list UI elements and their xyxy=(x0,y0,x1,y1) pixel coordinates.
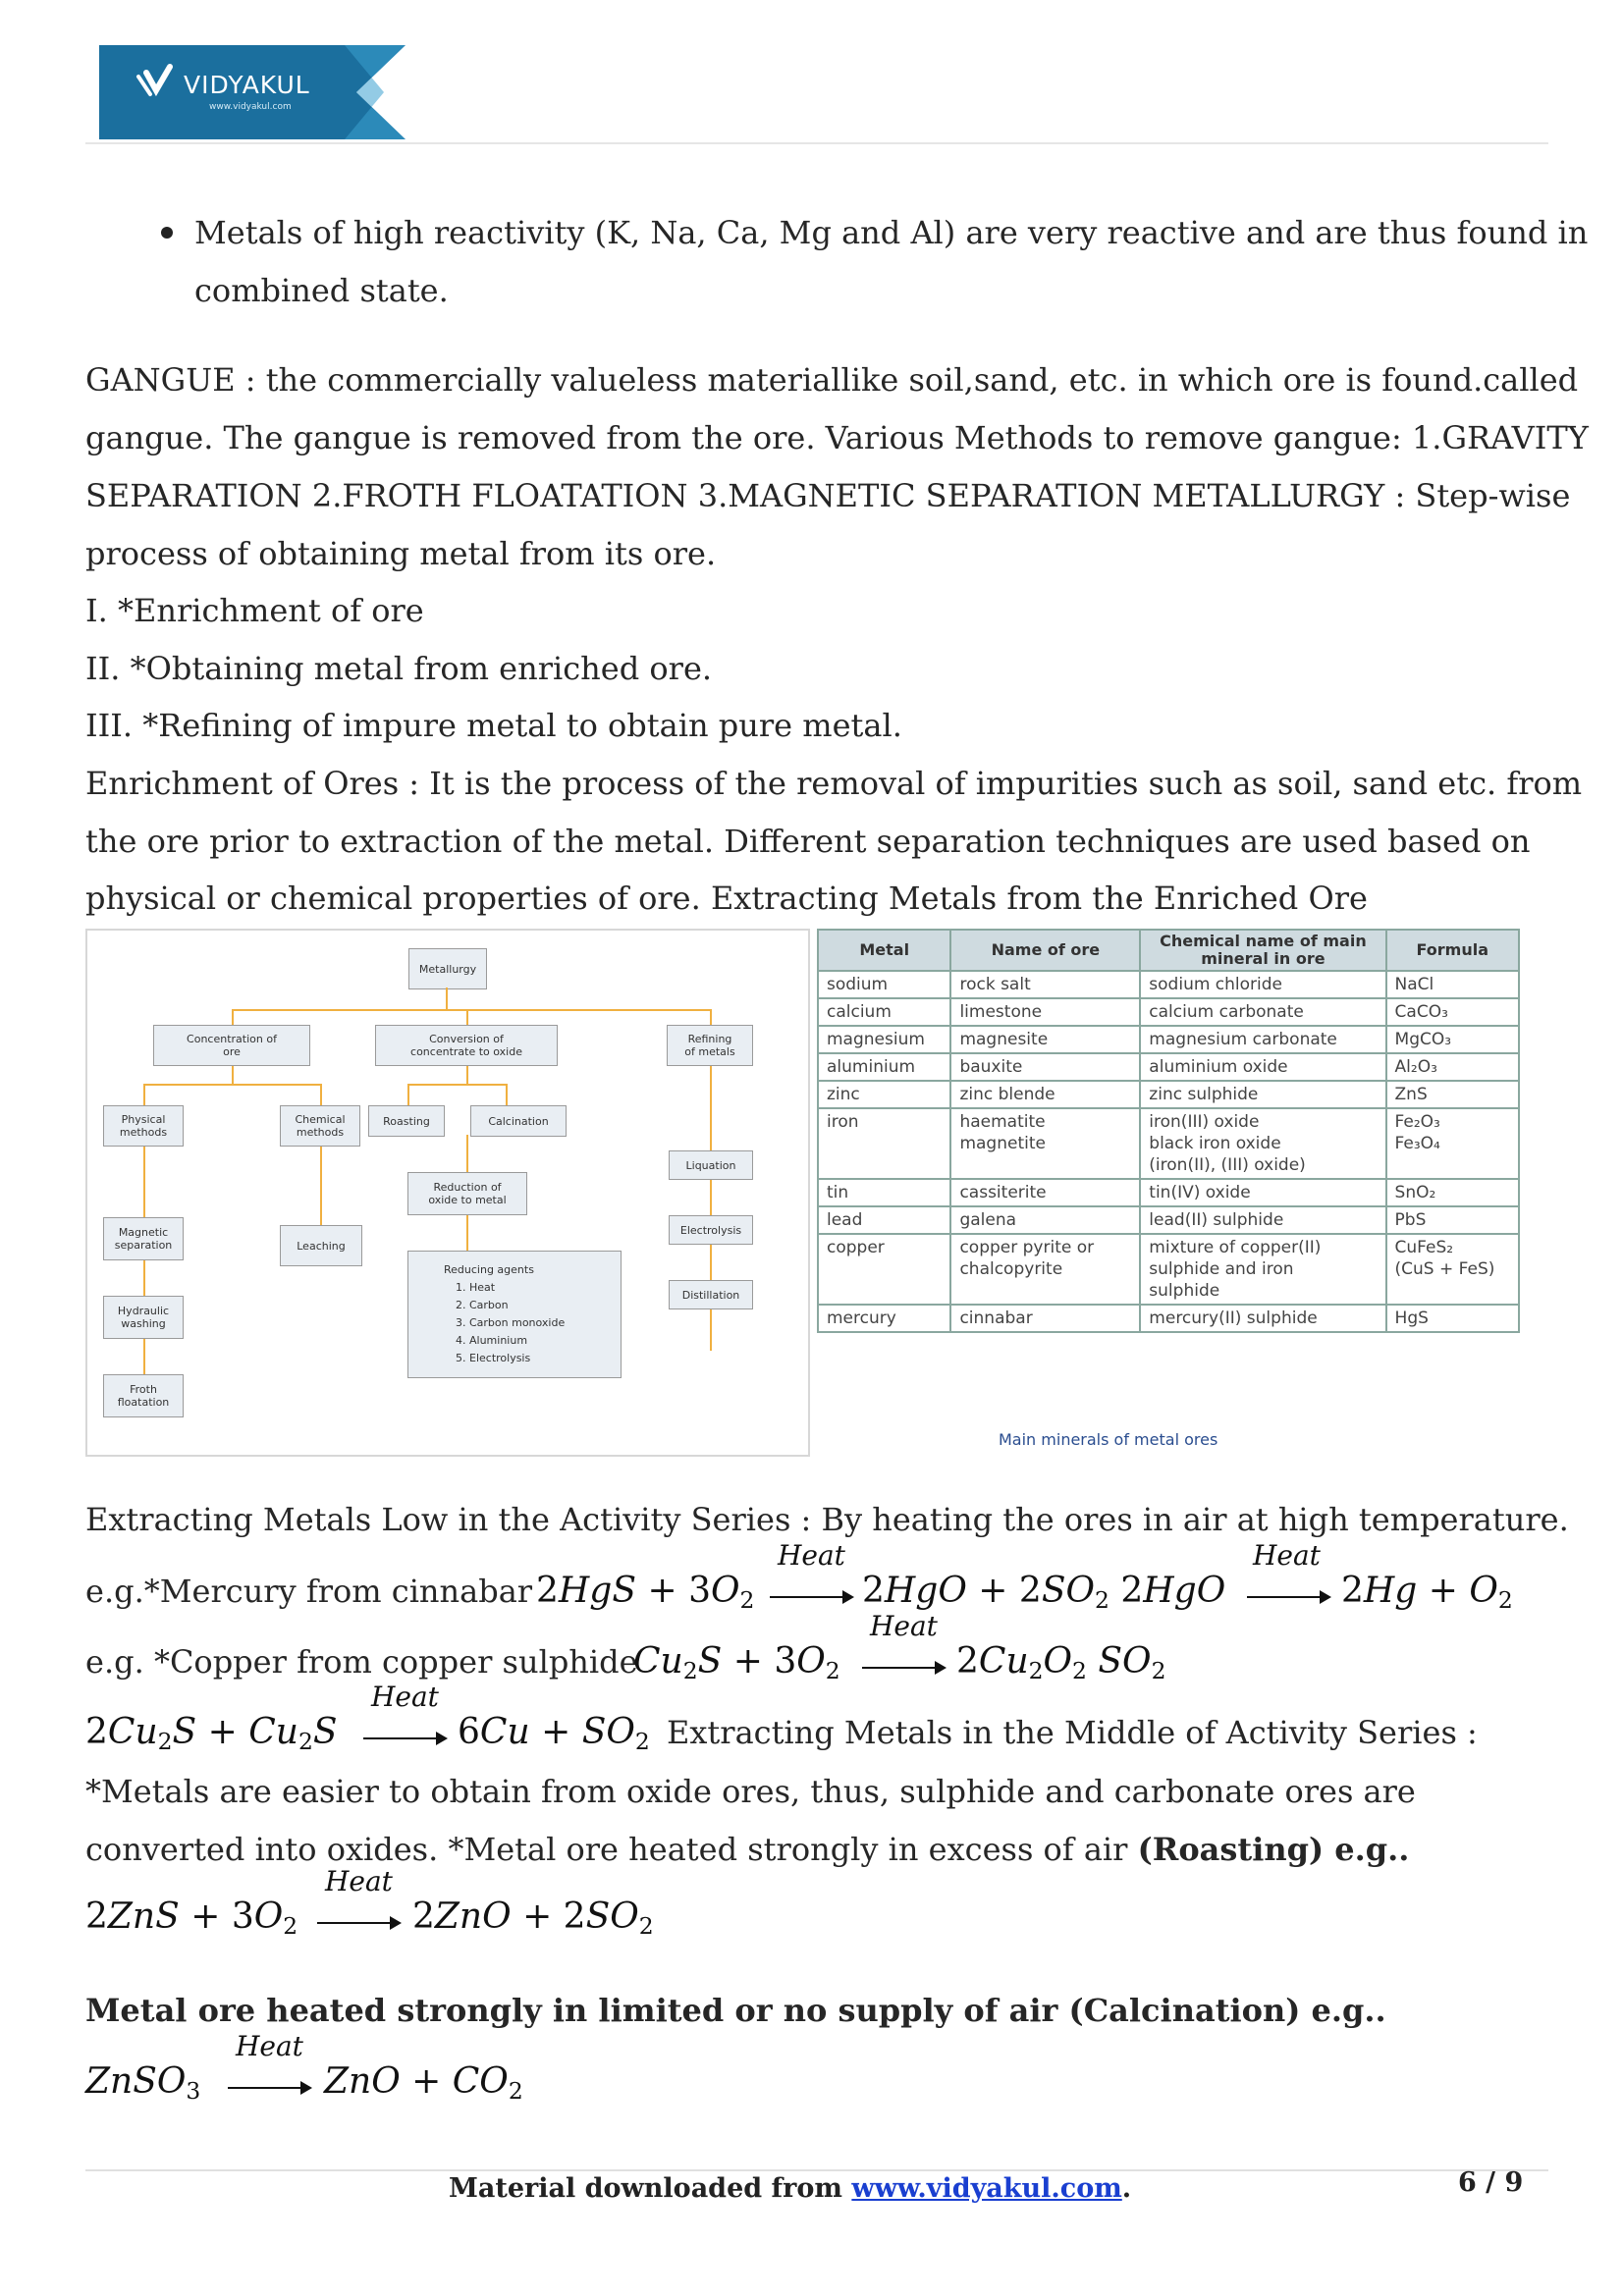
reducing-agent: 2. Carbon xyxy=(456,1299,509,1311)
bullet-line-2: combined state. xyxy=(194,272,449,309)
footer-period: . xyxy=(1121,2173,1132,2204)
logo-url: www.vidyakul.com xyxy=(209,102,292,112)
gangue-line-2: gangue. The gangue is removed from the ore. Various Methods to remove gangue: 1.GRAVITY xyxy=(85,419,1589,456)
flow-reduction: Reduction of oxide to metal xyxy=(407,1172,527,1215)
flow-magnetic: Magnetic separation xyxy=(103,1217,184,1260)
flow-froth: Froth floatation xyxy=(103,1374,184,1417)
reducing-agent: 1. Heat xyxy=(456,1281,496,1294)
col-header: Chemical name of main mineral in ore xyxy=(1140,930,1385,971)
roasting-equation-rhs: $2ZnO + 2SO_2$ xyxy=(412,1896,654,1940)
table-cell: zinc sulphide xyxy=(1140,1081,1385,1108)
flow-conversion: Conversion of concentrate to oxide xyxy=(375,1025,558,1066)
table-cell: NaCl xyxy=(1386,971,1519,998)
footer-text xyxy=(449,2173,1131,2204)
step-3: III. *Refining of impure metal to obtain pure metal. xyxy=(85,707,902,744)
copper-reduction-lhs: $2Cu_2S + Cu_2S$ xyxy=(85,1712,338,1755)
mercury-equation-rhs: $2HgO + 2SO_2$ 2HgO xyxy=(862,1571,1226,1614)
table-row xyxy=(818,1026,1519,1053)
table-cell: copper xyxy=(818,1234,950,1305)
bullet-icon xyxy=(161,227,173,239)
table-cell: ZnS xyxy=(1386,1081,1519,1108)
enrichment-line-2: the ore prior to extraction of the metal. Different separation techniques are used based on xyxy=(85,823,1531,860)
table-cell: bauxite xyxy=(950,1053,1140,1081)
table-cell: mercury xyxy=(818,1305,950,1332)
table-cell: magnesium xyxy=(818,1026,950,1053)
flow-physical: Physical methods xyxy=(103,1105,184,1147)
header-divider xyxy=(85,142,1548,144)
enrichment-line-1: Enrichment of Ores : It is the process of the removal of impurities such as soil, sand etc. from xyxy=(85,765,1583,802)
table-cell: magnesium carbonate xyxy=(1140,1026,1385,1053)
extract-low-line: Extracting Metals Low in the Activity Series : By heating the ores in air at high temperature. xyxy=(85,1501,1569,1538)
middle-line-2 xyxy=(85,1821,1409,1879)
metallurgy-flowchart xyxy=(85,929,810,1457)
table-cell: aluminium xyxy=(818,1053,950,1081)
middle-activity-title: Extracting Metals in the Middle of Activity Series : xyxy=(667,1714,1478,1751)
table-cell: copper pyrite or chalcopyrite xyxy=(950,1234,1140,1305)
flow-chemical: Chemical methods xyxy=(280,1105,360,1147)
heat-label: Heat xyxy=(371,1681,439,1713)
table-row xyxy=(818,1206,1519,1234)
step-1: I. *Enrichment of ore xyxy=(85,592,424,629)
copper-equation-rhs: $2Cu_2O_2$ $SO_2$ xyxy=(956,1641,1166,1684)
table-cell: cinnabar xyxy=(950,1305,1140,1332)
table-cell: galena xyxy=(950,1206,1140,1234)
table-cell: SnO₂ xyxy=(1386,1179,1519,1206)
table-cell: PbS xyxy=(1386,1206,1519,1234)
table-cell: CuFeS₂ (CuS + FeS) xyxy=(1386,1234,1519,1305)
table-caption: Main minerals of metal ores xyxy=(999,1430,1218,1449)
table-cell: limestone xyxy=(950,998,1140,1026)
calcination-line: Metal ore heated strongly in limited or no supply of air (Calcination) e.g.. xyxy=(85,1992,1386,2029)
gangue-line-3: SEPARATION 2.FROTH FLOATATION 3.MAGNETIC SEPARATION METALLURGY : Step-wise xyxy=(85,477,1571,514)
flow-refining: Refining of metals xyxy=(667,1025,753,1066)
flow-metallurgy: Metallurgy xyxy=(408,948,487,989)
col-header: Metal xyxy=(818,930,950,971)
heat-label: Heat xyxy=(325,1865,393,1897)
bullet-line-1: Metals of high reactivity (K, Na, Ca, Mg and Al) are very reactive and are thus found in xyxy=(194,214,1589,251)
footer-label: Material downloaded from xyxy=(449,2173,842,2204)
table-cell: zinc xyxy=(818,1081,950,1108)
table-cell: HgS xyxy=(1386,1305,1519,1332)
footer-divider xyxy=(85,2169,1548,2171)
table-cell: cassiterite xyxy=(950,1179,1140,1206)
table-row xyxy=(818,971,1519,998)
copper-prefix: e.g. *Copper from copper sulphide xyxy=(85,1643,638,1681)
heat-label: Heat xyxy=(778,1539,845,1572)
table-header-row xyxy=(818,930,1519,971)
table-cell: sodium chloride xyxy=(1140,971,1385,998)
reaction-arrow-icon xyxy=(1247,1596,1329,1598)
reaction-arrow-icon xyxy=(317,1922,400,1924)
table-cell: CaCO₃ xyxy=(1386,998,1519,1026)
step-2: II. *Obtaining metal from enriched ore. xyxy=(85,650,713,687)
mercury-equation-lhs: $2HgS + 3O_2$ xyxy=(536,1571,755,1614)
table-cell: lead xyxy=(818,1206,950,1234)
metal-ores-table xyxy=(817,929,1520,1333)
gangue-line-4: process of obtaining metal from its ore. xyxy=(85,535,717,572)
roasting-equation-lhs: $2ZnS + 3O_2$ xyxy=(85,1896,298,1940)
table-cell: iron(III) oxide black iron oxide (iron(II), (III) oxide) xyxy=(1140,1108,1385,1179)
table-row xyxy=(818,1305,1519,1332)
mercury-prefix: e.g.*Mercury from cinnabar xyxy=(85,1573,533,1610)
table-row xyxy=(818,1234,1519,1305)
reducing-agent: 4. Aluminium xyxy=(456,1334,528,1347)
copper-reduction-rhs: $6Cu + SO_2$ xyxy=(458,1712,650,1755)
col-header: Name of ore xyxy=(950,930,1140,971)
reaction-arrow-icon xyxy=(770,1596,852,1598)
table-cell: tin xyxy=(818,1179,950,1206)
reaction-arrow-icon xyxy=(862,1667,945,1669)
table-cell: Al₂O₃ xyxy=(1386,1053,1519,1081)
table-cell: Fe₂O₃ Fe₃O₄ xyxy=(1386,1108,1519,1179)
table-cell: iron xyxy=(818,1108,950,1179)
table-cell: mercury(II) sulphide xyxy=(1140,1305,1385,1332)
reducing-agent: 3. Carbon monoxide xyxy=(456,1316,566,1329)
reaction-arrow-icon xyxy=(228,2087,310,2089)
roasting-label: (Roasting) e.g.. xyxy=(1137,1831,1410,1868)
flow-calcination: Calcination xyxy=(470,1105,567,1137)
table-row xyxy=(818,1108,1519,1179)
page-number: 6 / 9 xyxy=(1458,2167,1524,2198)
table-cell: rock salt xyxy=(950,971,1140,998)
flow-leaching: Leaching xyxy=(280,1225,362,1266)
table-cell: calcium carbonate xyxy=(1140,998,1385,1026)
table-cell: sodium xyxy=(818,971,950,998)
heat-label: Heat xyxy=(1253,1539,1321,1572)
table-row xyxy=(818,998,1519,1026)
copper-equation-lhs: $Cu_2S + 3O_2$ xyxy=(633,1641,840,1684)
calcination-equation-rhs: ZnO + $CO_2$ xyxy=(324,2061,523,2105)
flow-roasting: Roasting xyxy=(368,1105,445,1137)
enrichment-line-3: physical or chemical properties of ore. Extracting Metals from the Enriched Ore xyxy=(85,880,1368,917)
logo-text: VIDYAKUL xyxy=(184,71,310,99)
calcination-equation-lhs: ZnSO$_3$ xyxy=(85,2061,201,2105)
middle-line-1: *Metals are easier to obtain from oxide ores, thus, sulphide and carbonate ores are xyxy=(85,1773,1416,1810)
col-header: Formula xyxy=(1386,930,1519,971)
table-cell: lead(II) sulphide xyxy=(1140,1206,1385,1234)
flow-hydraulic: Hydraulic washing xyxy=(103,1296,184,1339)
table-row xyxy=(818,1179,1519,1206)
table-cell: calcium xyxy=(818,998,950,1026)
reducing-agents-title: Reducing agents xyxy=(444,1263,534,1276)
table-cell: tin(IV) oxide xyxy=(1140,1179,1385,1206)
gangue-line-1: GANGUE : the commercially valueless materiallike soil,sand, etc. in which ore is found.called xyxy=(85,361,1579,399)
table-cell: magnesite xyxy=(950,1026,1140,1053)
heat-label: Heat xyxy=(236,2030,303,2062)
flow-concentration: Concentration of ore xyxy=(153,1025,310,1066)
table-row xyxy=(818,1053,1519,1081)
mercury-equation-rhs-2: $2Hg + O_2$ xyxy=(1341,1571,1513,1614)
table-cell: MgCO₃ xyxy=(1386,1026,1519,1053)
reaction-arrow-icon xyxy=(363,1737,446,1739)
table-cell: zinc blende xyxy=(950,1081,1140,1108)
flow-liquation: Liquation xyxy=(669,1150,753,1180)
flow-distillation: Distillation xyxy=(669,1280,753,1309)
vidyakul-logo[interactable] xyxy=(99,45,406,139)
table-cell: haematite magnetite xyxy=(950,1108,1140,1179)
table-cell: mixture of copper(II) sulphide and iron sulphide xyxy=(1140,1234,1385,1305)
flow-electrolysis: Electrolysis xyxy=(669,1215,753,1245)
flow-reducing-agents xyxy=(407,1251,622,1378)
reducing-agent: 5. Electrolysis xyxy=(456,1352,531,1364)
table-row xyxy=(818,1081,1519,1108)
table-cell: aluminium oxide xyxy=(1140,1053,1385,1081)
footer-link[interactable]: www.vidyakul.com xyxy=(851,2173,1122,2204)
heat-label: Heat xyxy=(870,1610,938,1642)
middle-line-2-text: converted into oxides. *Metal ore heated strongly in excess of air xyxy=(85,1831,1128,1868)
